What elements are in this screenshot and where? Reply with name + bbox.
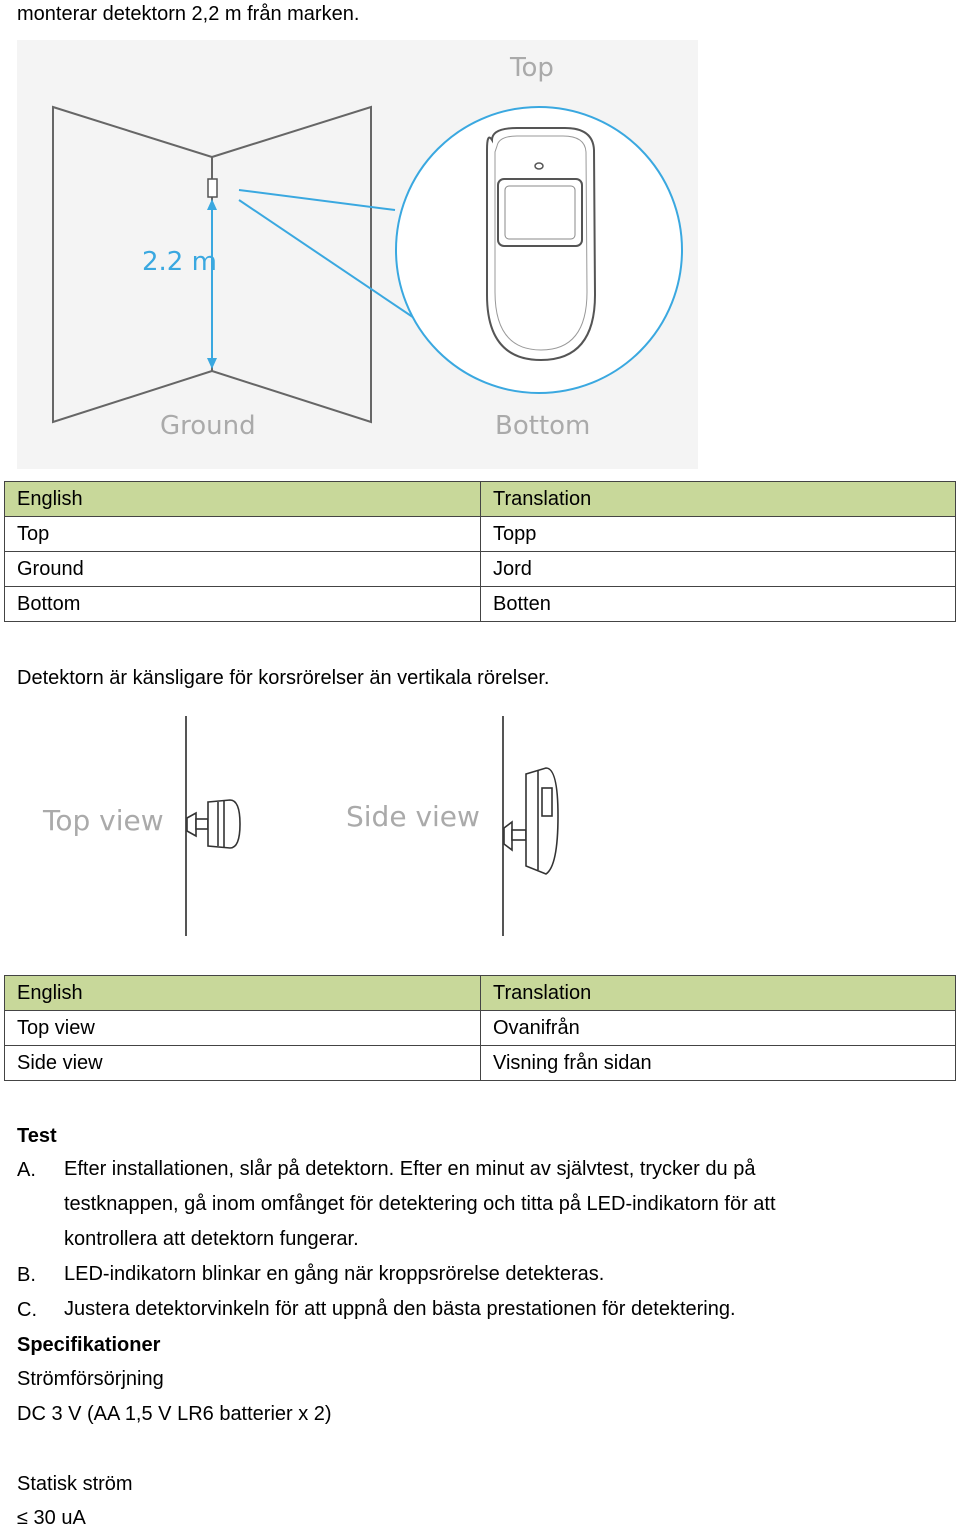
detector-closeup-icon [487, 128, 595, 360]
power-value: DC 3 V (AA 1,5 V LR6 batterier x 2) [17, 1403, 332, 1425]
step-text-a [64, 1152, 944, 1257]
table-cell: Top [5, 517, 481, 552]
table-cell: Side view [5, 1046, 481, 1081]
top-view-detector-icon [187, 800, 240, 848]
step-line: kontrollera att detektorn fungerar. [64, 1228, 359, 1250]
table-cell: Top view [5, 1011, 481, 1046]
power-label: Strömförsörjning [17, 1368, 164, 1390]
static-current-value: ≤ 30 uA [17, 1507, 86, 1529]
translation-table-1 [4, 481, 956, 622]
intro-text: monterar detektorn 2,2 m från marken. [17, 3, 360, 25]
header-english: English [5, 482, 481, 517]
table-header-row [5, 482, 956, 517]
table-row [5, 587, 956, 622]
step-line: Efter installationen, slår på detektorn. Efter en minut av självtest, trycker du på [64, 1158, 756, 1180]
header-english: English [5, 976, 481, 1011]
side-view-label: Side view [346, 800, 480, 833]
table-row [5, 517, 956, 552]
table-cell: Bottom [5, 587, 481, 622]
table-row [5, 1046, 956, 1081]
table-row [5, 552, 956, 587]
step-line: testknappen, gå inom omfånget för detektering och titta på LED-indikatorn för att [64, 1193, 776, 1215]
top-view-label: Top view [43, 804, 164, 837]
top-label: Top [510, 53, 554, 83]
table-cell: Jord [481, 552, 956, 587]
static-current-label: Statisk ström [17, 1473, 133, 1495]
step-line: LED-indikatorn blinkar en gång när kroppsrörelse detekteras. [64, 1263, 605, 1285]
table-cell: Visning från sidan [481, 1046, 956, 1081]
step-line: Justera detektorvinkeln för att uppnå den bästa prestationen för detektering. [64, 1298, 736, 1320]
header-translation: Translation [481, 482, 956, 517]
translation-table-2 [4, 975, 956, 1081]
test-heading: Test [17, 1125, 57, 1147]
step-text-b [64, 1257, 944, 1292]
specs-heading: Specifikationer [17, 1334, 161, 1356]
table-row [5, 1011, 956, 1046]
table-cell: Botten [481, 587, 956, 622]
mounting-height-diagram [17, 40, 698, 469]
height-label: 2.2 m [142, 247, 217, 277]
table-cell: Topp [481, 517, 956, 552]
step-label-b: B. [17, 1264, 36, 1286]
step-label-c: C. [17, 1299, 37, 1321]
table-cell: Ground [5, 552, 481, 587]
wall-detector-icon [208, 179, 217, 197]
step-text-c [64, 1292, 944, 1327]
side-view-detector-icon [504, 768, 558, 874]
bottom-label: Bottom [495, 411, 591, 441]
sensitivity-note: Detektorn är känsligare för korsrörelser än vertikala rörelser. [17, 667, 550, 689]
table-header-row [5, 976, 956, 1011]
header-translation: Translation [481, 976, 956, 1011]
step-label-a: A. [17, 1159, 36, 1181]
view-orientation-diagram [30, 716, 590, 938]
table-cell: Ovanifrån [481, 1011, 956, 1046]
ground-label: Ground [160, 411, 256, 441]
